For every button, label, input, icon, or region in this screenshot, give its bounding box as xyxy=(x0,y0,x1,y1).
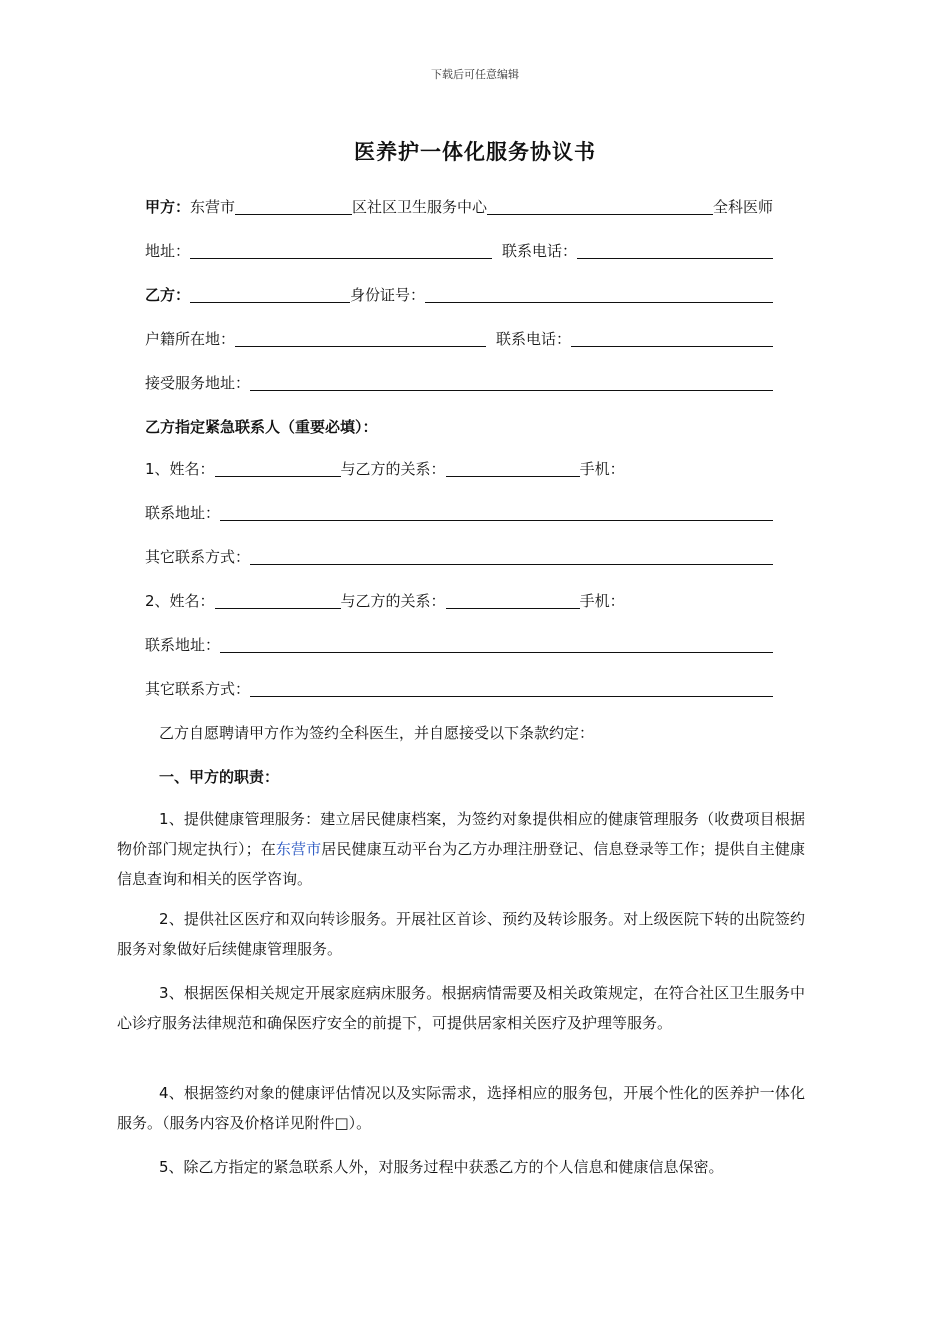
emergency-heading xyxy=(145,416,773,438)
contact-2-other-blank[interactable] xyxy=(250,679,773,697)
contact-1-name-label: 1、姓名： xyxy=(145,460,215,478)
contact-2-relation-label: 与乙方的关系： xyxy=(340,592,446,610)
contact-2-other-line xyxy=(145,678,773,700)
id-number-label: 身份证号： xyxy=(350,286,426,304)
contact-2-line xyxy=(145,590,773,612)
party-a-doctor: 全科医师 xyxy=(712,198,773,216)
party-a-phone-label: 联系电话： xyxy=(502,242,578,260)
contact-2-relation-blank[interactable] xyxy=(446,591,580,609)
center-name-blank[interactable] xyxy=(487,197,713,215)
party-a-city: 东营市 xyxy=(190,198,236,216)
contact-1-other-label: 其它联系方式： xyxy=(145,548,251,566)
household-label: 户籍所在地： xyxy=(145,330,236,348)
service-address-blank[interactable] xyxy=(250,373,773,391)
dongying-link[interactable]: 东营市 xyxy=(275,840,322,858)
district-blank[interactable] xyxy=(235,197,352,215)
header-note: 下载后可任意编辑 xyxy=(431,68,519,81)
contact-2-address-line xyxy=(145,634,773,656)
document-title: 医养护一体化服务协议书 xyxy=(354,140,596,164)
contact-1-other-line xyxy=(145,546,773,568)
contact-2-address-blank[interactable] xyxy=(220,635,773,653)
contact-2-name-blank[interactable] xyxy=(215,591,341,609)
party-b-phone-blank[interactable] xyxy=(571,329,773,347)
contact-2-address-label: 联系地址： xyxy=(145,636,221,654)
duty-item-5: 5、除乙方指定的紧急联系人外，对服务过程中获悉乙方的个人信息和健康信息保密。 xyxy=(159,1158,724,1176)
duty-item-1-part-1: 1、提供健康管理服务：建立居民健康档案，为签约对象提供相应的健康管理服务（收费项目根据物价部门规定执行）；在 xyxy=(117,810,805,858)
section-1-heading: 一、甲方的职责： xyxy=(159,768,280,786)
duty-item-1-part-2: 居民健康互动平台为乙方办理注册登记、信息登录等工作；提供自主健康信息查询和相关的医学咨询。 xyxy=(117,840,805,888)
contact-1-relation-blank[interactable] xyxy=(446,459,580,477)
id-number-blank[interactable] xyxy=(425,285,773,303)
party-b-line xyxy=(145,284,773,306)
party-a-line xyxy=(145,196,773,218)
service-address-line xyxy=(145,372,773,394)
address-label: 地址： xyxy=(145,242,191,260)
contact-1-address-label: 联系地址： xyxy=(145,504,221,522)
party-a-center: 区社区卫生服务中心 xyxy=(352,198,488,216)
duty-item-1 xyxy=(117,804,805,894)
party-a-address-blank[interactable] xyxy=(190,241,492,259)
duty-item-2: 2、提供社区医疗和双向转诊服务。开展社区首诊、预约及转诊服务。对上级医院下转的出院签约服务对象做好后续健康管理服务。 xyxy=(117,910,805,958)
household-blank[interactable] xyxy=(235,329,486,347)
duty-item-4: 4、根据签约对象的健康评估情况以及实际需求，选择相应的服务包，开展个性化的医养护一体化服务。（服务内容及价格详见附件□）。 xyxy=(117,1084,805,1132)
contact-1-line xyxy=(145,458,773,480)
contact-2-other-label: 其它联系方式： xyxy=(145,680,251,698)
party-a-label: 甲方： xyxy=(145,198,191,216)
service-address-label: 接受服务地址： xyxy=(145,374,251,392)
party-b-phone-label: 联系电话： xyxy=(496,330,572,348)
party-b-name-blank[interactable] xyxy=(190,285,350,303)
household-line xyxy=(145,328,773,350)
party-b-label: 乙方： xyxy=(145,286,191,304)
contact-1-address-line xyxy=(145,502,773,524)
duty-item-3: 3、根据医保相关规定开展家庭病床服务。根据病情需要及相关政策规定，在符合社区卫生服务中心诊疗服务法律规范和确保医疗安全的前提下，可提供居家相关医疗及护理等服务。 xyxy=(117,984,805,1032)
contact-2-mobile-label: 手机： xyxy=(579,592,625,610)
party-a-phone-blank[interactable] xyxy=(577,241,773,259)
contact-1-name-blank[interactable] xyxy=(215,459,341,477)
contact-1-other-blank[interactable] xyxy=(250,547,773,565)
intro-paragraph: 乙方自愿聘请甲方作为签约全科医生，并自愿接受以下条款约定： xyxy=(159,724,595,742)
contact-2-name-label: 2、姓名： xyxy=(145,592,215,610)
emergency-heading-text: 乙方指定紧急联系人（重要必填）： xyxy=(145,418,378,436)
contact-1-address-blank[interactable] xyxy=(220,503,773,521)
contact-1-relation-label: 与乙方的关系： xyxy=(340,460,446,478)
contact-1-mobile-label: 手机： xyxy=(579,460,625,478)
party-a-address-line xyxy=(145,240,773,262)
